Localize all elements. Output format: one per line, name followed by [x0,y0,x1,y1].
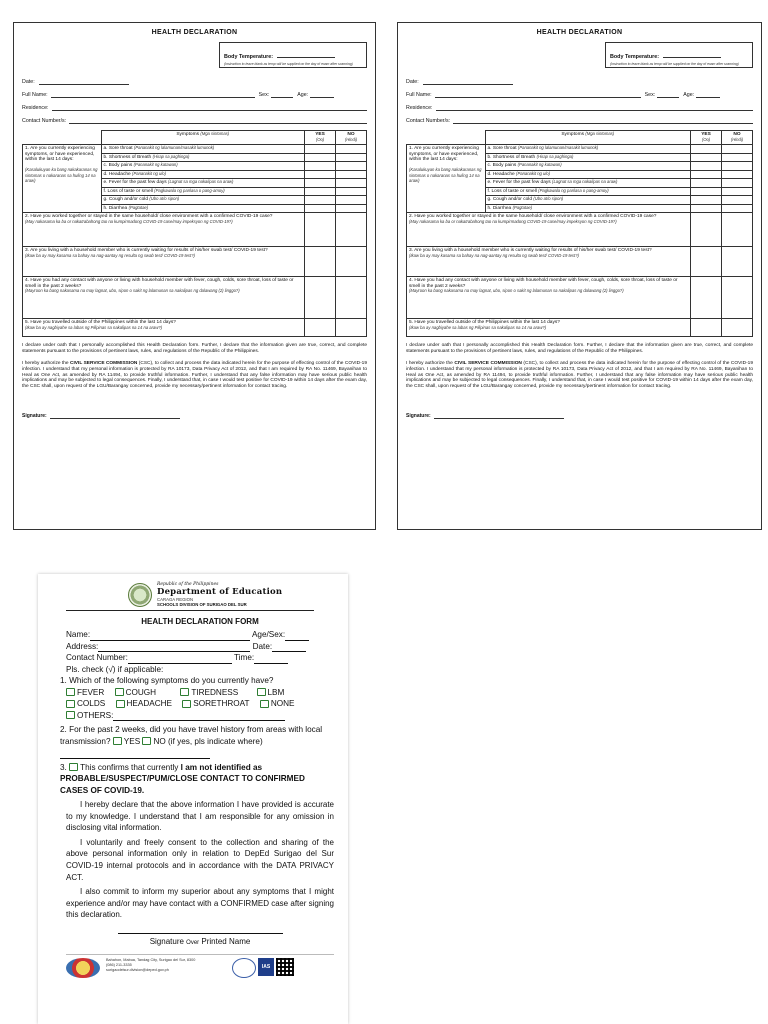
full-name-field[interactable] [51,91,255,98]
yes-cell[interactable] [305,145,336,154]
residence-field[interactable] [52,104,368,111]
question-5: 5. Have you travelled outside of the Philippines within the last 14 days? (Ikaw ba ay nagbiyahe sa labas ng Pilipinas sa nakalipas na 14 na araw?) [407,319,691,337]
others-field[interactable] [113,711,285,721]
symptom-b: b. Shortness of Breath (Hirap sa paghinga) [101,153,305,162]
check-instructions: Pls. check (√) if applicable: [66,664,164,674]
sorethroat-checkbox[interactable] [182,700,191,708]
body-temp-label: Body Temperature: [610,54,660,60]
others-label: OTHERS: [77,710,114,720]
symptom-c: c. Body pains (Pananakit ng katawan) [101,162,305,171]
question-3: 3. This confirms that currently I am not identified as PROBABLE/SUSPECT/PUM/CLOSE CONTACT TO CONFIRMED CASES OF COVID-19. [60,762,305,795]
contact-field[interactable] [128,654,232,664]
address-label: Address: [66,641,99,651]
question-1: 1. Are you currently experiencing symptoms, or have experienced, within the last 14 days: (Kasalukuyan ka bang nakakaranas ng sintomas o nakaranas sa huling 14 na araw) [23,145,102,213]
contact-label: Contact Number: [66,653,128,662]
confirmation-checkbox[interactable] [69,763,78,771]
time-field[interactable] [254,654,288,664]
symptom-b: b. Shortness of Breath (Hirap sa paghinga) [485,153,691,162]
symptoms-row-2: COLDS HEADACHE SORETHROAT NONE [66,698,334,710]
oath-paragraph: I declare under oath that I personally accomplished this Health Declaration form. Further, I declare that the information given are true, correct, and complete statements pursuant to the provisions of pertinent laws, rules, and regulations of the Republic of the Philippines. [22,343,367,354]
symptom-c: c. Body pains (Pananakit ng katawan) [485,162,691,171]
headache-checkbox[interactable] [116,700,125,708]
symptom-e: e. Fever for the past few days (Lagnat sa mga nakalipas na araw) [101,179,305,188]
agesex-field[interactable] [285,631,309,641]
contact-label: Contact Number/s: [22,118,67,124]
body-temp-label: Body Temperature: [224,54,274,60]
contact-label: Contact Number/s: [406,118,451,124]
question-5: 5. Have you travelled outside of the Philippines within the last 14 days? (Ikaw ba ay nagbiyahe sa labas ng Pilipinas sa nakalipas na 14 na araw?) [23,319,305,337]
form-title: HEALTH DECLARATION FORM [141,617,259,626]
signature-field[interactable] [434,412,564,419]
no-cell[interactable] [336,145,367,154]
no-cell[interactable] [722,145,753,154]
question-4: 4. Have you had any contact with anyone or living with household member with fever, cough, colds, sore throat, loss of taste or smell in the past 2 weeks? (Mayroon ka bang nakasama na may lagnat, ubo, sipon o sakit ng lalamunan sa nakalipas ng dalawang (2) linggo?) [407,277,691,319]
contact-field[interactable] [453,117,753,124]
agesex-label: Age/Sex: [251,630,286,639]
travel-no-checkbox[interactable] [142,737,151,745]
residence-label: Residence: [406,105,433,111]
csc-health-declaration-form-right [397,22,762,530]
deped-header [128,582,334,607]
cough-checkbox[interactable] [115,688,124,696]
full-name-label: Full Name: [22,92,48,98]
declaration-paragraph-1: I hereby declare that the above information I have provided is accurate to my knowledge. I understand that I am responsible for any omission in disclosing vital information. [66,800,334,833]
date-field[interactable] [272,642,306,652]
signature-label: Signature: [406,413,431,420]
symptom-d: d. Headache (Pananakit ng ulo) [101,170,305,179]
body-temperature-box [219,42,367,68]
tiredness-checkbox[interactable] [180,688,189,696]
symptom-h: h. Diarrhea (Pagtatae) [101,204,305,213]
body-temp-note: (Instruction to leave blank as temp will be supplied on the day of exam after scanning) [610,62,739,66]
contact-field[interactable] [69,117,367,124]
authorization-paragraph: I hereby authorize the CIVIL SERVICE COMMISSION (CSC), to collect and process the data indicated herein for the purpose of effecting control of the COVID-19 infection. I understand that my personal information is protected by RA 10173, Data Privacy Act of 2012, and that I am required by RA No. 11469, Bayanihan to Heal as One Act, as amended by RA 11494, to provide truthful information. Further, I understand that any false information may have serious public health implications and may be subjected to legal consequences. Finally, I understand that, in case I would test positive for COVID-19 within 14 days after the exam day, the CSC shall, upon request of the LGU/Barangay concerned, provide my necessary/pertinent information for contact tracing. [406,360,754,390]
body-temp-note: (Instruction to leave blank as temp will be supplied on the day of exam after scanning) [224,62,353,66]
symptom-f: f. Loss of taste or smell (Pagkawala ng panlasa o pang-amoy) [101,187,305,196]
body-temperature-box [605,42,753,68]
symptoms-table: Symptoms (Mga sintomas) YES (Oo) NO (Hindi) 1. Are you currently experiencing symptoms, or have experienced, within the last 14 days: (Kasalukuyan ka bang nakakaranas ng sintomas o nakaranas sa huling 14 na araw) a. Sore throat (Pananakit ng lalamunan/masakit lumunok) b. Shortness of Breath (Hirap sa paghinga) c. Body pains (Pananakit ng katawan) d. Headache (Pananakit ng ulo) e. Fever for the past few days (Lagnat sa mga nakalipas na araw) f. Loss of taste or smell (Pagkawala ng panlasa o pang-amoy) g. Cough and/or cold (Ubo at/o sipon) h. Diarrhea (Pagtatae) 2. Have you worked together or stayed in the same household/ close environment with a confirmed COVID-19 case? (May nakasama ka ba or nakatrabahong tao na kumpirmadong COVID-19 case/may impeksyon ng COVID-19?) 3. Are you living with a household member who is currently waiting for results of his/her swab test/ COVID-19 test? (Ikaw ba ay may kasama sa bahay na nag-aantay ng resulta ng swab test/ COVID-19 test?) 4. Have you had any contact with anyone or living with household member with fever, cough, colds, sore throat, loss of taste or smell in the past 2 weeks? (Mayroon ka bang nakasama na may lagnat, ubo, sipon o sakit ng lalamunan sa nakalipas ng dalawang (2) linggo?) 5. Have you travelled outside of the Philippines within the last 14 days? (Ikaw ba ay nagbiyahe sa labas ng Pilipinas sa nakalipas na 14 na araw?) [406,130,753,337]
fever-checkbox[interactable] [66,688,75,696]
sex-field[interactable] [271,91,293,98]
name-label: Name: [66,630,91,639]
form-title: HEALTH DECLARATION [151,29,238,36]
time-label: Time: [234,653,255,662]
sex-field[interactable] [657,91,679,98]
declaration-paragraph-2: I voluntarily and freely consent to the collection and sharing of the above personal information only in relation to DepEd Surigao del Sur COVID-19 internal protocols and in accordance with the DATA PRIVACY ACT. [66,837,334,882]
signature-label: Signature: [22,413,47,420]
deped-footer [66,954,334,978]
symptom-h: h. Diarrhea (Pagtatae) [485,204,691,213]
symptoms-table: Symptoms (Mga sintomas) YES (Oo) NO (Hindi) 1. Are you currently experiencing symptoms, or have experienced, within the last 14 days: (Kasalukuyan ka bang nakakaranas ng sintomas o nakaranas sa huling 14 na araw) a. Sore throat (Pananakit ng lalamunan/masakit lumunok) b. Shortness of Breath (Hirap sa paghinga) c. Body pains (Pananakit ng katawan) d. Headache (Pananakit ng ulo) e. Fever for the past few days (Lagnat sa mga nakalipas na araw) f. Loss of taste or smell (Pagkawala ng panlasa o pang-amoy) g. Cough and/or cold (Ubo at/o sipon) h. Diarrhea (Pagtatae) 2. Have you worked together or stayed in the same household/ close environment with a confirmed COVID-19 case? (May nakasama ka ba or nakatrabahong tao na kumpirmadong COVID-19 case/may impeksyon ng COVID-19?) 3. Are you living with a household member who is currently waiting for results of his/her swab test/ COVID-19 test? (Ikaw ba ay may kasama sa bahay na nag-aantay ng resulta ng swab test/ COVID-19 test?) 4. Have you had any contact with anyone or living with household member with fever, cough, colds, sore throat, loss of taste or smell in the past 2 weeks? (Mayroon ka bang nakasama na may lagnat, ubo, sipon o sakit ng lalamunan sa nakalipas ng dalawang (2) linggo?) 5. Have you travelled outside of the Philippines within the last 14 days? (Ikaw ba ay nagbiyahe sa labas ng Pilipinas sa nakalipas na 14 na araw?) [22,130,367,337]
qr-code-icon [276,958,294,976]
symptom-a: a. Sore throat (Pananakit ng lalamunan/masakit lumunok) [485,145,691,154]
full-name-field[interactable] [435,91,641,98]
age-label: Age: [297,92,309,98]
residence-label: Residence: [22,105,49,111]
question-4: 4. Have you had any contact with anyone or living with household member with fever, cough, colds, sore throat, loss of taste or smell in the past 2 weeks? (Mayroon ka bang nakasama na may lagnat, ubo, sipon o sakit ng lalamunan sa nakalipas ng dalawang (2) linggo?) [23,277,305,319]
question-2: 2. Have you worked together or stayed in the same household/ close environment with a confirmed COVID-19 case? (May nakasama ka ba or nakatrabahong tao na kumpirmadong COVID-19 case/may impeksyon ng COVID-19?) [407,213,691,247]
lbm-checkbox[interactable] [257,688,266,696]
name-field[interactable] [90,631,250,641]
age-field[interactable] [696,91,720,98]
symptom-g: g. Cough and/or cold (Ubo at/o sipon) [485,196,691,205]
date-label: Date: [406,79,419,85]
colds-checkbox[interactable] [66,700,75,708]
symptom-a: a. Sore throat (Pananakit ng lalamunan/masakit lumunok) [101,145,305,154]
date-field[interactable] [423,78,513,85]
certification-badge-icon [232,958,256,978]
question-1: 1. Which of the following symptoms do you currently have? [60,676,274,685]
travel-yes-checkbox[interactable] [113,737,122,745]
symptom-e: e. Fever for the past few days (Lagnat sa mga nakalipas na araw) [485,179,691,188]
age-label: Age: [683,92,695,98]
yes-cell[interactable] [691,145,722,154]
sex-label: Sex: [258,92,270,98]
republic-text: Republic of the Philippines [157,582,219,587]
symptom-d: d. Headache (Pananakit ng ulo) [485,170,691,179]
symptoms-row-1: FEVER COUGH TIREDNESS LBM [66,687,334,699]
deped-health-declaration-form [38,574,348,1024]
footer-address: Bahahon, Mabua, Tandag City, Surigao del Sur, 8300 [106,957,196,962]
region-text: CARAGA REGION [157,597,194,602]
symptom-f: f. Loss of taste or smell (Pagkawala ng panlasa o pang-amoy) [485,187,691,196]
department-name: Department of Education [157,587,283,597]
signature-label: Signature Over Printed Name [149,936,251,946]
form-title: HEALTH DECLARATION [536,29,623,36]
question-2: 2. Have you worked together or stayed in the same household/ close environment with a confirmed COVID-19 case? (May nakasama ka ba or nakatrabahong tao na kumpirmadong COVID-19 case/may impeksyon ng COVID-19?) [23,213,305,247]
date-label: Date: [22,79,35,85]
division-text: SCHOOLS DIVISION OF SURIGAO DEL SUR [157,602,247,607]
signature-field[interactable] [50,412,180,419]
travel-where-field[interactable] [60,749,210,759]
authorization-paragraph: I hereby authorize the CIVIL SERVICE COMMISSION (CSC), to collect and process the data indicated herein for the purpose of effecting control of the COVID-19 infection. I understand that my personal information is protected by RA 10173, Data Privacy Act of 2012, and that I am required by RA No. 11469, Bayanihan to Heal as One Act, as amended by RA 11494, to provide truthful information. Further, I understand that any false information may have serious public health implications and may be subjected to legal consequences. Finally, I understand that, in case I would test positive for COVID-19 within 14 days after the exam day, the CSC shall, upon request of the LGU/Barangay concerned, provide my necessary/pertinent information for contact tracing. [22,360,367,390]
question-3: 3. Are you living with a household member who is currently waiting for results of his/her swab test/ COVID-19 test? (Ikaw ba ay may kasama sa bahay na nag-aantay ng resulta ng swab test/ COVID-19 test?) [407,247,691,277]
ias-badge: IAS [258,958,274,976]
deped-seal-icon [128,583,152,607]
address-field[interactable] [98,642,250,652]
footer-phone: (086) 211-3335 [106,962,132,967]
date-field[interactable] [39,78,129,85]
division-logo-icon [66,958,100,978]
csc-health-declaration-form-left [13,22,376,530]
symptom-g: g. Cough and/or cold (Ubo at/o sipon) [101,196,305,205]
question-1: 1. Are you currently experiencing symptoms, or have experienced, within the last 14 days: (Kasalukuyan ka bang nakakaranas ng sintomas o nakaranas sa huling 14 na araw) [407,145,486,213]
none-checkbox[interactable] [260,700,269,708]
footer-email: surigaodelsur.division@deped.gov.ph [106,967,169,972]
question-2: 2. For the past 2 weeks, did you have travel history from areas with local transmission? YES NO (if yes, pls indicate where) [60,724,334,759]
signature-field[interactable] [118,933,283,934]
oath-paragraph: I declare under oath that I personally accomplished this Health Declaration form. Further, I declare that the information given are true, correct, and complete statements pursuant to the provisions of pertinent laws, rules, and regulations of the Republic of the Philippines. [406,343,753,354]
residence-field[interactable] [436,104,754,111]
declaration-paragraph-3: I also commit to inform my superior about any symptoms that I might experience and/or may have contact with a CONFIRMED case after signing this declaration. [66,887,334,920]
others-checkbox[interactable] [66,711,75,719]
sex-label: Sex: [644,92,656,98]
age-field[interactable] [310,91,334,98]
date-label: Date: [252,641,273,651]
full-name-label: Full Name: [406,92,432,98]
question-3: 3. Are you living with a household member who is currently waiting for results of his/her swab test/ COVID-19 test? (Ikaw ba ay may kasama sa bahay na nag-aantay ng resulta ng swab test/ COVID-19 test?) [23,247,305,277]
